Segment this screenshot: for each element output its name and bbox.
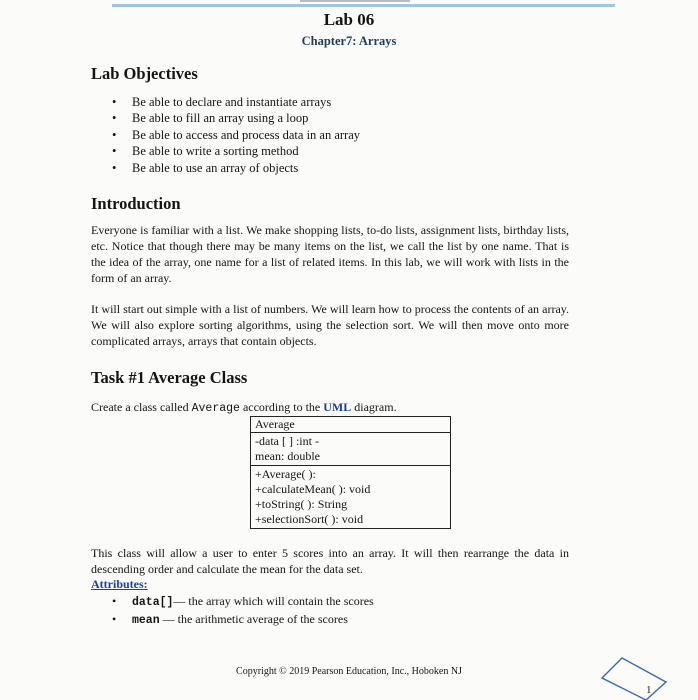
uml-method: +toString( ): String bbox=[255, 497, 348, 511]
objectives-list bbox=[112, 94, 360, 176]
chapter-subtitle: Chapter7: Arrays bbox=[301, 34, 397, 48]
list-item bbox=[112, 611, 374, 629]
task1-heading: Task #1 Average Class bbox=[91, 368, 248, 387]
attribute-name: mean bbox=[132, 614, 160, 627]
copyright-footer: Copyright © 2019 Pearson Education, Inc., Hoboken NJ bbox=[236, 666, 462, 677]
attributes-title: Attributes: bbox=[91, 577, 148, 591]
uml-attribute: mean: double bbox=[255, 449, 320, 463]
page-fold-icon bbox=[600, 656, 670, 700]
header-rule-text-smudge bbox=[300, 0, 410, 2]
introduction-paragraph-2: It will start out simple with a list of numbers. We will learn how to process the contents of an array. We will also explore sorting algorithms, using the selection sort. We will then move onto more complicated arrays, arrays that contain objects. bbox=[91, 302, 569, 348]
task1-description: This class will allow a user to enter 5 scores into an array. It will then rearrange the data in descending order and calculate the mean for the data set. bbox=[91, 546, 569, 576]
uml-diagram bbox=[250, 416, 451, 529]
page-number: 1 bbox=[646, 684, 652, 696]
uml-attributes bbox=[251, 433, 451, 466]
uml-method: +selectionSort( ): void bbox=[255, 512, 364, 526]
uml-class-name: Average bbox=[251, 417, 451, 433]
task1-intro-text: according to the bbox=[239, 400, 324, 414]
header-rule bbox=[112, 4, 615, 7]
attribute-desc: — the arithmetic average of the scores bbox=[159, 612, 348, 626]
list-item: • Be able to use an array of objects bbox=[112, 160, 360, 176]
list-item: • Be able to write a sorting method bbox=[112, 143, 360, 159]
attribute-name: data[] bbox=[132, 596, 174, 609]
uml-methods bbox=[251, 466, 451, 529]
attributes-list bbox=[112, 593, 374, 629]
uml-method: +Average( ): bbox=[255, 467, 316, 481]
class-name-code: Average bbox=[191, 402, 240, 415]
list-item: • Be able to declare and instantiate arrays bbox=[112, 94, 360, 110]
task1-intro-text: diagram. bbox=[351, 400, 397, 414]
objectives-heading: Lab Objectives bbox=[91, 64, 198, 83]
list-item: • Be able to fill an array using a loop bbox=[112, 110, 360, 126]
list-item bbox=[112, 593, 374, 611]
uml-attribute: -data [ ] :int - bbox=[255, 434, 319, 448]
task1-intro-text: Create a class called bbox=[91, 400, 192, 414]
list-item: • Be able to access and process data in an array bbox=[112, 127, 360, 143]
lab-title: Lab 06 bbox=[323, 10, 375, 29]
uml-method: +calculateMean( ): void bbox=[255, 482, 371, 496]
uml-link[interactable]: UML bbox=[323, 400, 352, 414]
attribute-desc: — the array which will contain the scores bbox=[173, 594, 374, 608]
introduction-paragraph-1: Everyone is familiar with a list. We make shopping lists, to-do lists, assignment lists, birthday lists, etc. Notice that though there may be many items on the list, we call the list by one name. That is the idea of the array, one name for a list of related items. In this lab, we will work with lists in the form of an array. bbox=[91, 223, 569, 285]
task1-intro bbox=[91, 399, 569, 417]
introduction-heading: Introduction bbox=[91, 194, 181, 213]
